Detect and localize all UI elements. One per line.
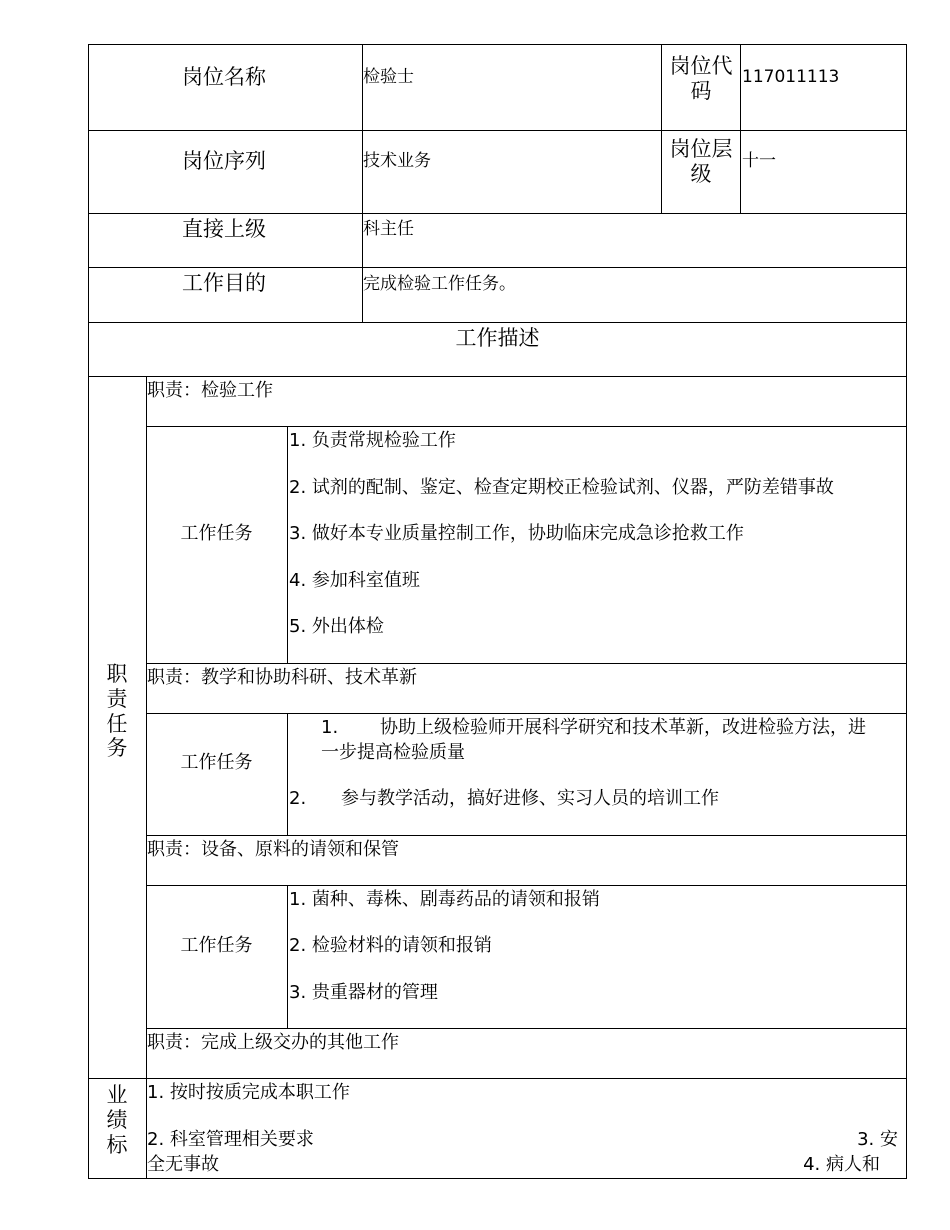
rule	[146, 376, 147, 1178]
task-item: 3. 贵重器材的管理	[289, 982, 438, 1003]
superior-value: 科主任	[363, 219, 414, 239]
performance-item: 2. 科室管理相关要求	[147, 1129, 314, 1150]
performance-item-fragment: 4. 病人和	[803, 1154, 880, 1175]
position-code-label-line1: 岗位代	[669, 54, 733, 78]
rule	[287, 885, 288, 1028]
rule	[146, 885, 907, 886]
rule	[88, 213, 907, 214]
rule	[906, 44, 907, 1179]
rule	[88, 1178, 907, 1179]
duties-side-char: 任	[106, 711, 128, 736]
performance-item-fragment: 全无事故	[147, 1154, 219, 1175]
description-title: 工作描述	[455, 326, 540, 350]
performance-side-char: 标	[106, 1132, 128, 1157]
task-item: 1. 负责常规检验工作	[289, 430, 456, 451]
level-value: 十一	[742, 151, 776, 171]
sequence-value: 技术业务	[363, 151, 431, 171]
task-item: 协助上级检验师开展科学研究和技术革新，改进检验方法，进	[380, 717, 866, 738]
task-item: 4. 参加科室值班	[289, 570, 420, 591]
duties-side-char: 责	[106, 686, 128, 711]
level-label-line1: 岗位层	[669, 137, 733, 161]
duty-title: 职责：设备、原料的请领和保管	[147, 839, 399, 860]
task-item-number: 1.	[321, 717, 339, 738]
rule	[287, 426, 288, 663]
superior-label: 直接上级	[182, 217, 266, 241]
rule	[146, 426, 907, 427]
duties-side-label	[88, 662, 146, 761]
rule	[146, 663, 907, 664]
task-item-continuation: 一步提高检验质量	[321, 742, 465, 763]
position-code-label-line2: 码	[690, 79, 712, 104]
duty-title: 职责：检验工作	[147, 380, 273, 401]
rule	[88, 322, 907, 323]
rule	[88, 44, 907, 45]
rule	[88, 44, 89, 1179]
position-code-label	[661, 54, 741, 104]
task-item: 参与教学活动，搞好进修、实习人员的培训工作	[341, 788, 719, 809]
task-item: 5. 外出体检	[289, 616, 384, 637]
task-label: 工作任务	[180, 523, 253, 544]
level-label-line2: 级	[690, 162, 712, 187]
task-item-number: 2.	[289, 788, 307, 809]
duty-title: 职责：完成上级交办的其他工作	[147, 1032, 399, 1053]
position-name-label: 岗位名称	[182, 65, 266, 89]
sequence-label: 岗位序列	[182, 149, 266, 173]
purpose-value: 完成检验工作任务。	[363, 274, 516, 294]
rule	[146, 835, 907, 836]
performance-side-char: 业	[106, 1083, 128, 1107]
rule	[146, 1028, 907, 1029]
task-item: 1. 菌种、毒株、剧毒药品的请领和报销	[289, 889, 600, 910]
performance-side-label	[88, 1083, 146, 1157]
rule	[287, 713, 288, 835]
performance-item: 1. 按时按质完成本职工作	[147, 1082, 350, 1103]
rule	[88, 130, 907, 131]
rule	[146, 713, 907, 714]
task-label: 工作任务	[180, 935, 253, 956]
level-label	[661, 137, 741, 187]
task-item: 2. 检验材料的请领和报销	[289, 935, 492, 956]
performance-side-char: 绩	[106, 1107, 128, 1132]
performance-item-fragment: 3. 安	[857, 1129, 898, 1150]
duty-title: 职责：教学和协助科研、技术革新	[147, 667, 417, 688]
rule	[88, 376, 907, 377]
position-name-value: 检验士	[363, 67, 414, 87]
position-code-value: 117011113	[742, 67, 840, 87]
duties-side-char: 职	[106, 662, 128, 686]
rule	[88, 267, 907, 268]
task-label: 工作任务	[180, 752, 253, 773]
task-item: 3. 做好本专业质量控制工作，协助临床完成急诊抢救工作	[289, 523, 744, 544]
duties-side-char: 务	[106, 736, 128, 761]
purpose-label: 工作目的	[182, 271, 266, 295]
task-item: 2. 试剂的配制、鉴定、检查定期校正检验试剂、仪器，严防差错事故	[289, 477, 834, 498]
rule	[88, 1078, 907, 1079]
